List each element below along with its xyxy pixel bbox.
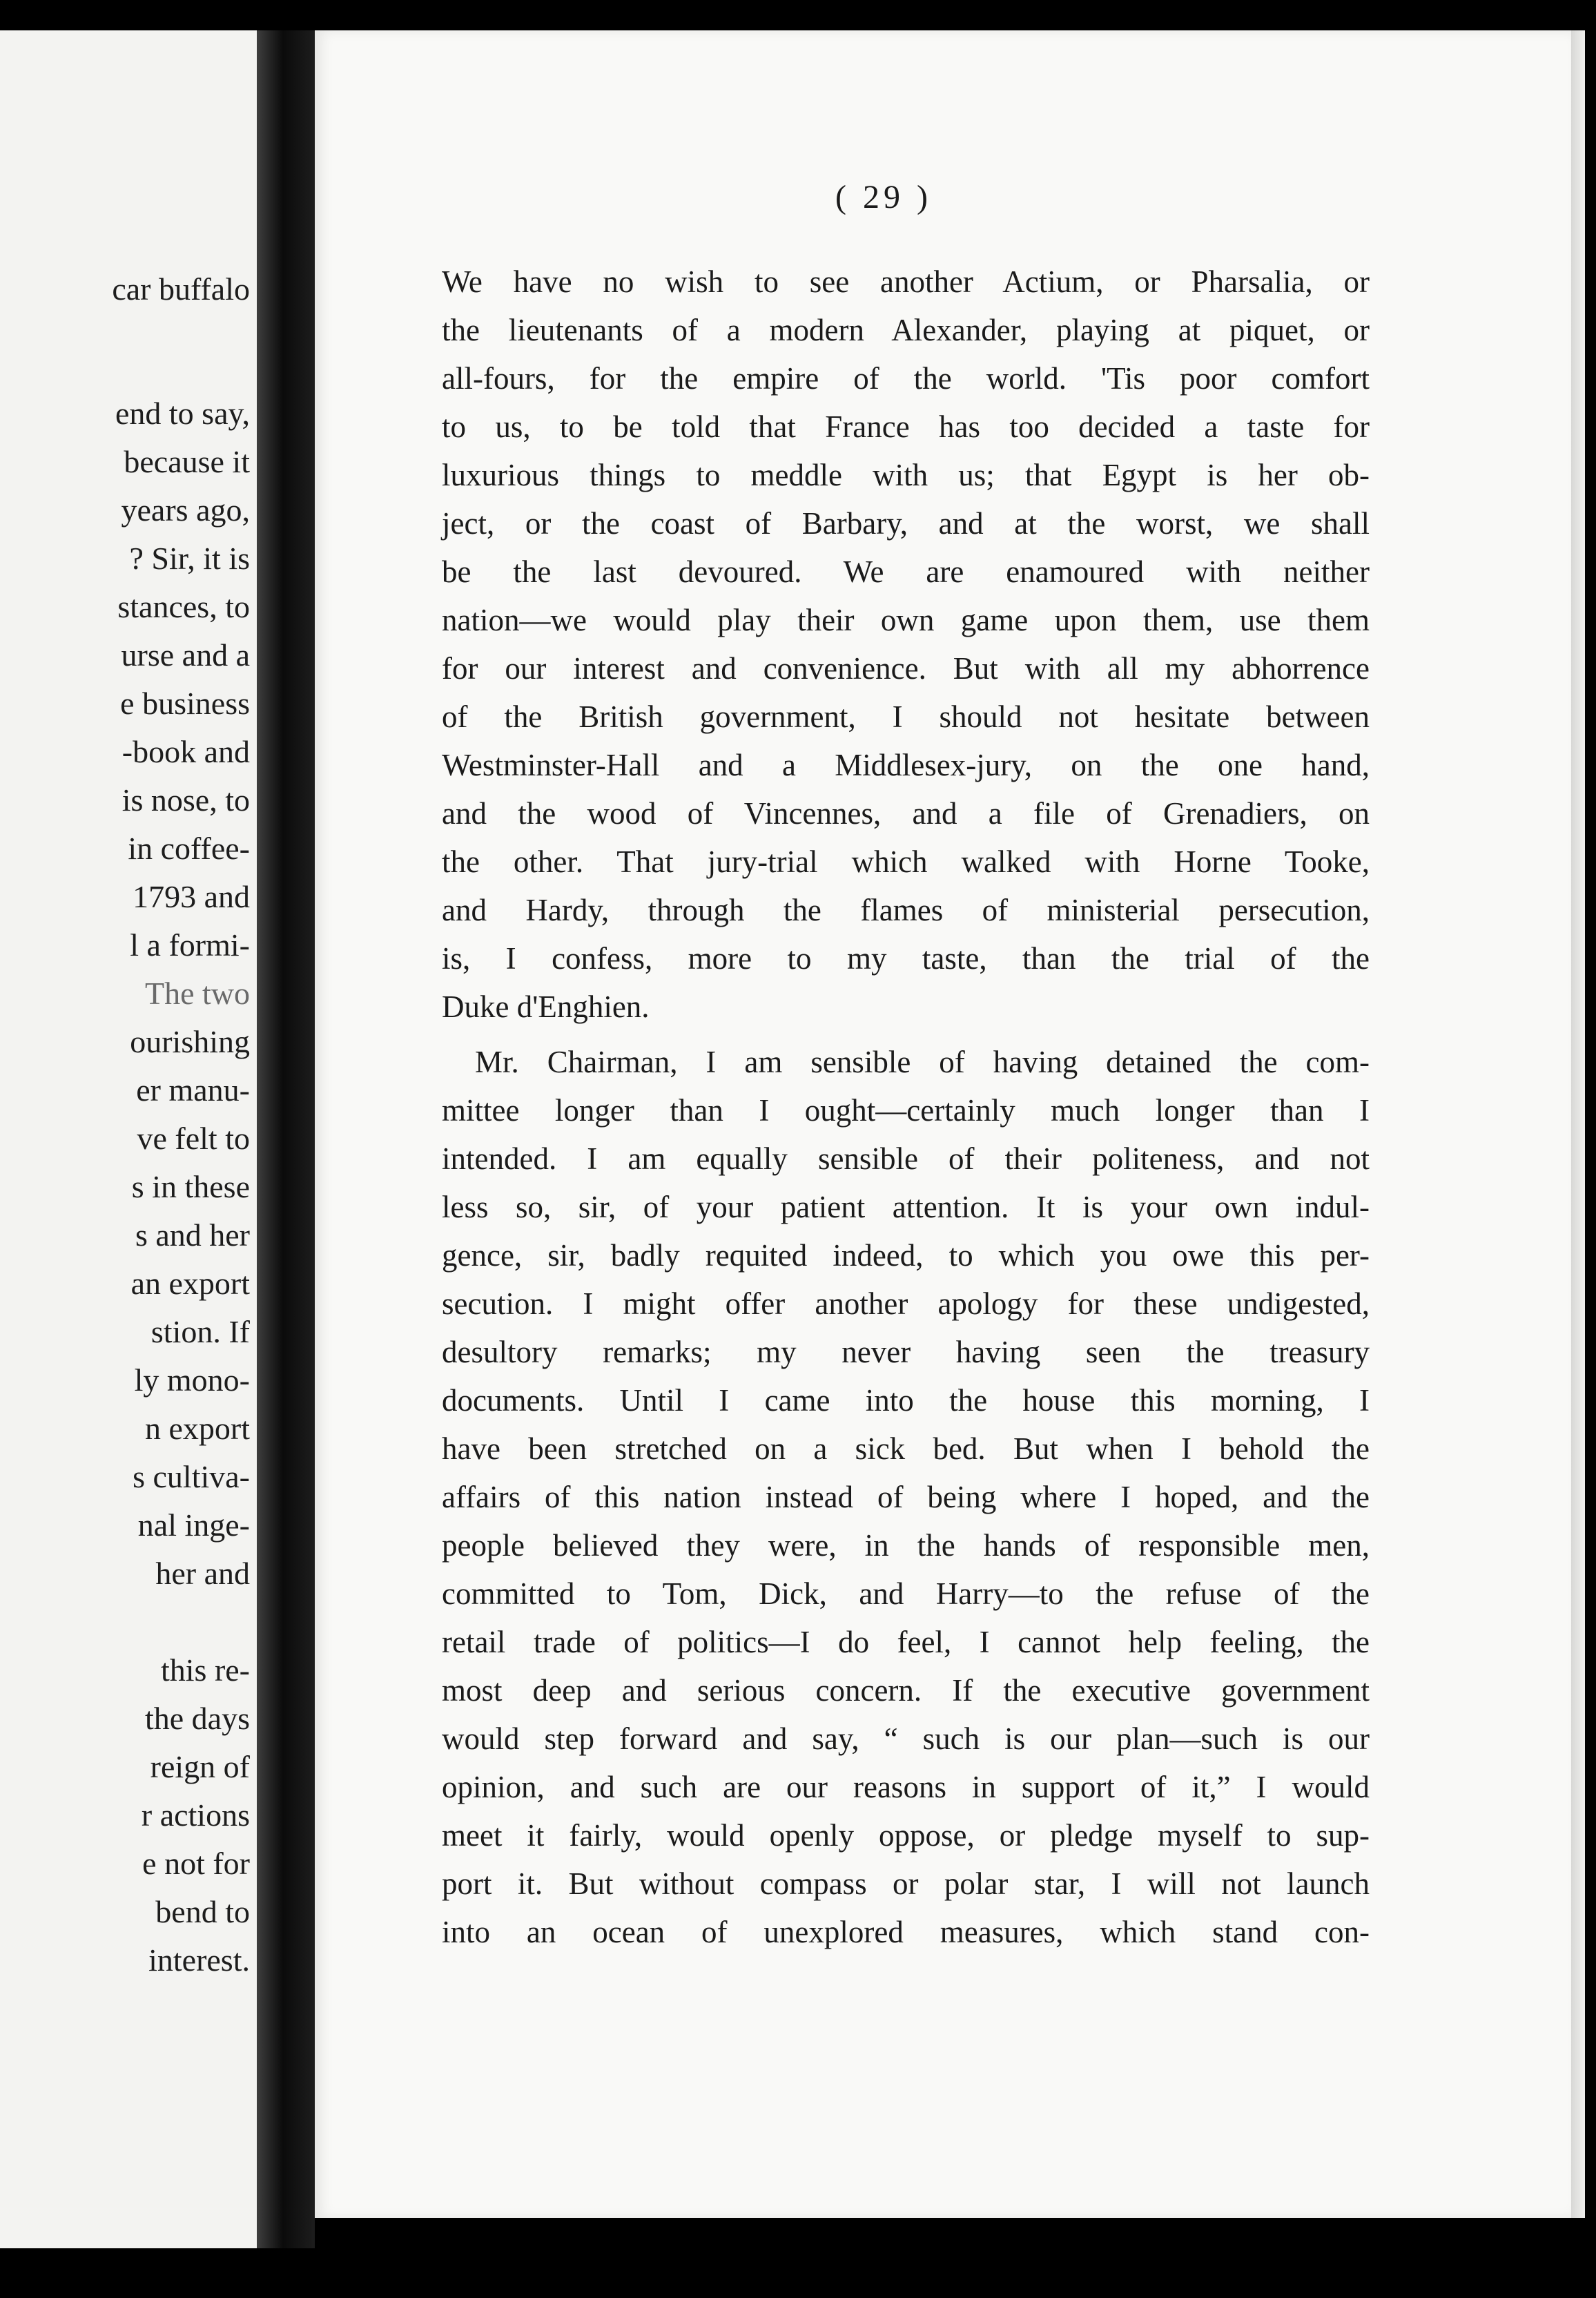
text-line: opinion, and such are our reasons in support of it,” I would (442, 1770, 1370, 1804)
book-gutter (257, 30, 315, 2248)
left-line: e business (120, 686, 250, 721)
text-line: into an ocean of unexplored measures, which stand con- (442, 1915, 1370, 1949)
left-line: ly mono- (134, 1362, 250, 1398)
left-line: ourishing (130, 1024, 250, 1059)
text-line: intended. I am equally sensible of their politeness, and not (442, 1141, 1370, 1176)
left-line: e not for (142, 1846, 250, 1881)
left-line: s in these (131, 1169, 250, 1204)
text-line: Westminster-Hall and a Middlesex-jury, on the one hand, (442, 748, 1370, 782)
left-line: is nose, to (121, 782, 250, 818)
left-line: r actions (141, 1797, 250, 1833)
text-line: of the British government, I should not hesitate between (442, 699, 1370, 734)
text-line: desultory remarks; my never having seen the treasury (442, 1335, 1370, 1369)
left-line: nal inge- (137, 1507, 250, 1543)
text-line: We have no wish to see another Actium, or Pharsalia, or (442, 264, 1370, 299)
text-line: is, I confess, more to my taste, than the trial of the (442, 941, 1370, 976)
text-line: would step forward and say, “ such is our plan—such is our (442, 1721, 1370, 1756)
left-line: end to say, (115, 396, 250, 431)
left-line: -book and (121, 734, 250, 769)
left-line: ? Sir, it is (129, 541, 250, 576)
text-line: affairs of this nation instead of being where I hoped, and the (442, 1480, 1370, 1514)
left-line: ve felt to (137, 1121, 250, 1156)
left-line: years ago, (121, 492, 250, 528)
left-line: er manu- (136, 1072, 250, 1108)
left-line: car buffalo (112, 271, 250, 307)
text-line: and Hardy, through the flames of ministerial persecution, (442, 893, 1370, 927)
page-edge (1571, 30, 1585, 2218)
left-line: interest. (148, 1942, 250, 1978)
left-line: an export (130, 1266, 250, 1301)
left-line: the days (144, 1701, 250, 1736)
text-line: documents. Until I came into the house this morning, I (442, 1383, 1370, 1418)
text-line: gence, sir, badly requited indeed, to which you owe this per- (442, 1238, 1370, 1273)
left-line: this re- (160, 1652, 250, 1688)
left-line: bend to (155, 1894, 250, 1929)
left-line: The two (144, 976, 250, 1011)
left-line: stances, to (117, 589, 250, 624)
text-line: Duke d'Enghien. (442, 989, 650, 1024)
left-line: l a formi- (130, 927, 250, 963)
text-line: meet it fairly, would openly oppose, or pledge myself to sup- (442, 1818, 1370, 1853)
left-line: because it (124, 444, 250, 479)
left-line: urse and a (121, 637, 250, 673)
text-line: all-fours, for the empire of the world. 'Tis poor comfort (442, 361, 1370, 396)
text-line: less so, sir, of your patient attention. It is your own indul- (442, 1190, 1370, 1224)
left-line: in coffee- (128, 831, 250, 866)
left-line: reign of (150, 1749, 250, 1784)
left-line: s cultiva- (133, 1459, 250, 1494)
text-line: luxurious things to meddle with us; that Egypt is her ob- (442, 458, 1370, 492)
text-line: retail trade of politics—I do feel, I cannot help feeling, the (442, 1625, 1370, 1659)
text-line: have been stretched on a sick bed. But when I behold the (442, 1431, 1370, 1466)
text-line: people believed they were, in the hands of responsible men, (442, 1528, 1370, 1563)
text-line: Mr. Chairman, I am sensible of having detained the com- (475, 1045, 1370, 1079)
left-line: her and (155, 1556, 250, 1591)
text-line: for our interest and convenience. But with all my abhorrence (442, 651, 1370, 686)
text-line: secution. I might offer another apology for these undigested, (442, 1286, 1370, 1321)
page-number: ( 29 ) (835, 179, 932, 215)
left-line: 1793 and (133, 879, 250, 914)
left-page (0, 30, 257, 2248)
text-line: to us, to be told that France has too decided a taste for (442, 409, 1370, 444)
text-line: port it. But without compass or polar star, I will not launch (442, 1866, 1370, 1901)
text-line: committed to Tom, Dick, and Harry—to the refuse of the (442, 1576, 1370, 1611)
left-line: s and her (135, 1217, 250, 1253)
left-line: n export (144, 1411, 250, 1446)
text-line: ject, or the coast of Barbary, and at the worst, we shall (442, 506, 1370, 541)
text-line: the lieutenants of a modern Alexander, playing at piquet, or (442, 313, 1370, 347)
text-line: mittee longer than I ought—certainly much longer than I (442, 1093, 1370, 1128)
text-line: most deep and serious concern. If the executive government (442, 1673, 1370, 1708)
left-line: stion. If (150, 1314, 250, 1349)
text-line: and the wood of Vincennes, and a file of Grenadiers, on (442, 796, 1370, 831)
text-line: be the last devoured. We are enamoured with neither (442, 554, 1370, 589)
text-line: the other. That jury-trial which walked with Horne Tooke, (442, 844, 1370, 879)
text-line: nation—we would play their own game upon them, use them (442, 603, 1370, 637)
